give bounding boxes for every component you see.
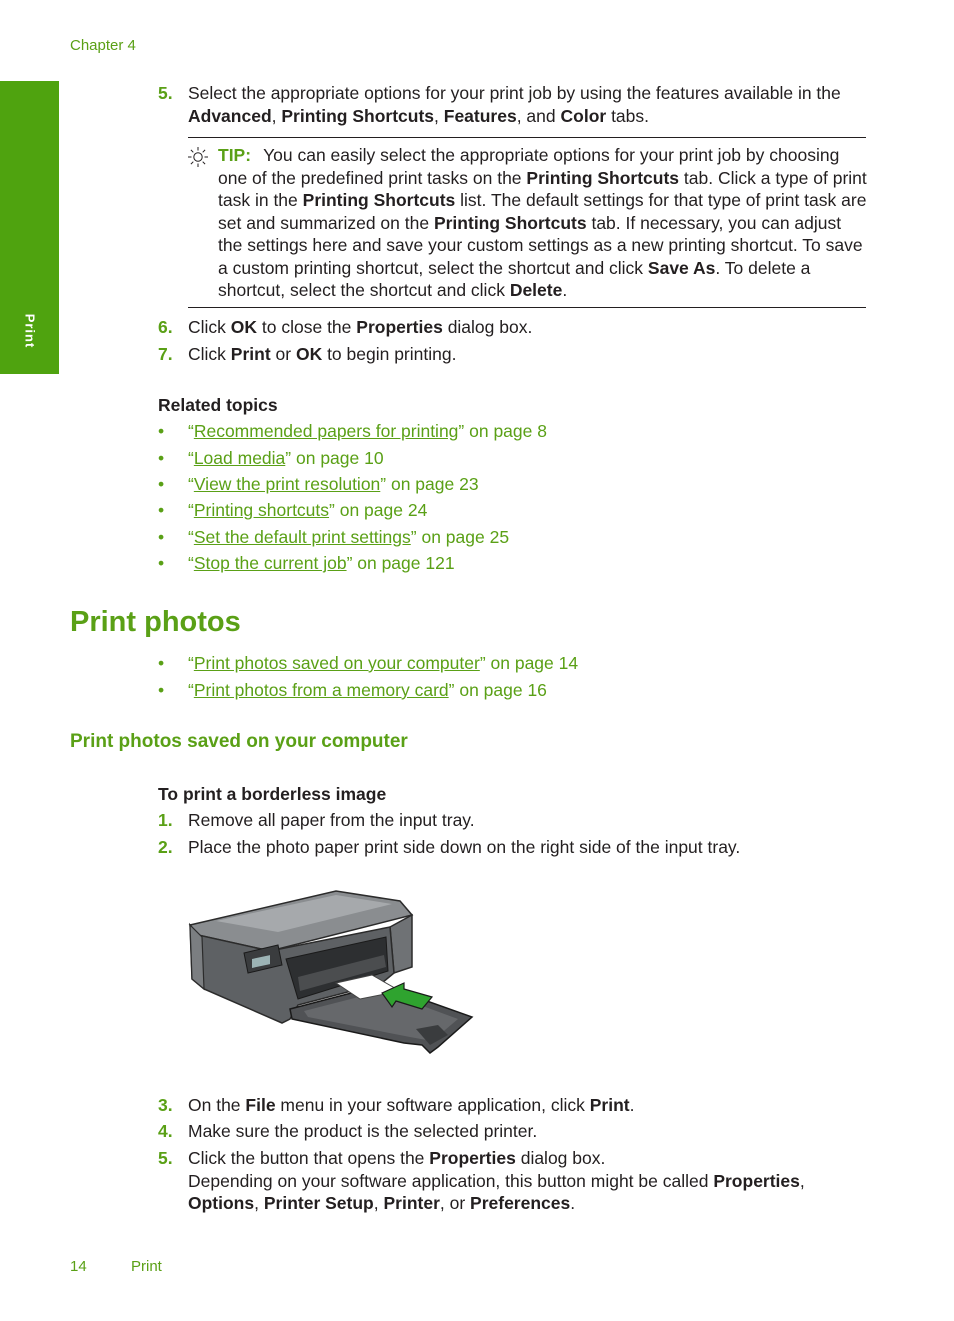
chapter-header: Chapter 4 <box>70 37 136 54</box>
step-number: 1. <box>158 810 173 830</box>
section-title: Print photos <box>70 606 241 638</box>
related-topics-heading: Related topics <box>158 395 278 415</box>
step-text: Remove all paper from the input tray. <box>188 810 475 830</box>
step-number: 7. <box>158 344 173 364</box>
related-link[interactable]: “Stop the current job” on page 121 <box>188 553 455 573</box>
related-link[interactable]: “Load media” on page 10 <box>188 448 384 468</box>
step-text: Place the photo paper print side down on the right side of the input tray. <box>188 837 741 857</box>
tip-bottom-rule <box>188 307 866 308</box>
related-link[interactable]: “Recommended papers for printing” on page 8 <box>188 421 547 441</box>
section-link[interactable]: “Print photos from a memory card” on page 16 <box>188 680 547 700</box>
step-text: Make sure the product is the selected printer. <box>188 1121 538 1141</box>
procedure-heading: To print a borderless image <box>158 784 387 804</box>
tip-top-rule <box>188 137 866 138</box>
bullet: • <box>158 653 165 673</box>
tip-text: You can easily select the appropriate options for your print job by choosing one of the predefined print tasks on the Printing Shortcuts tab. Click a type of print task in the Printing Shortcuts list. The default settings for that type of print task are set and summarized on the Printing Shortcuts tab. If necessary, you can adjust the settings here and save your custom settings as a new printing shortcut. To save a custom printing shortcut, select the shortcut and click Save As. To delete a shortcut, select the shortcut and click Delete. <box>218 145 867 300</box>
bullet: • <box>158 448 165 468</box>
related-link[interactable]: “Set the default print settings” on page 25 <box>188 527 510 547</box>
step-text: Click OK to close the Properties dialog box. <box>188 317 533 337</box>
related-link[interactable]: “View the print resolution” on page 23 <box>188 474 479 494</box>
printer-illustration <box>186 887 476 1057</box>
footer-section: Print <box>131 1258 162 1275</box>
step-text: Click Print or OK to begin printing. <box>188 344 457 364</box>
step-number: 5. <box>158 83 173 103</box>
section-link[interactable]: “Print photos saved on your computer” on page 14 <box>188 653 579 673</box>
step-number: 5. <box>158 1148 173 1168</box>
tip-label: TIP: <box>218 145 252 165</box>
step-number: 4. <box>158 1121 173 1141</box>
related-link[interactable]: “Printing shortcuts” on page 24 <box>188 500 428 520</box>
bullet: • <box>158 421 165 441</box>
side-tab <box>0 81 59 374</box>
lightbulb-icon <box>187 146 209 168</box>
subsection-title: Print photos saved on your computer <box>70 731 408 752</box>
bullet: • <box>158 680 165 700</box>
step-number: 2. <box>158 837 173 857</box>
side-tab-label: Print <box>22 313 38 349</box>
step-text: Click the button that opens the Properties dialog box. Depending on your software application, this button might be called Properties, Options, Printer Setup, Printer, or Preferences. <box>188 1148 805 1213</box>
tip-block <box>218 144 868 302</box>
bullet: • <box>158 500 165 520</box>
page-number: 14 <box>70 1258 87 1275</box>
step-text: Select the appropriate options for your print job by using the features available in the Advanced, Printing Shortcuts, Features, and Color tabs. <box>188 83 841 126</box>
step-number: 6. <box>158 317 173 337</box>
bullet: • <box>158 553 165 573</box>
step-text: On the File menu in your software application, click Print. <box>188 1095 635 1115</box>
bullet: • <box>158 474 165 494</box>
step-number: 3. <box>158 1095 173 1115</box>
bullet: • <box>158 527 165 547</box>
